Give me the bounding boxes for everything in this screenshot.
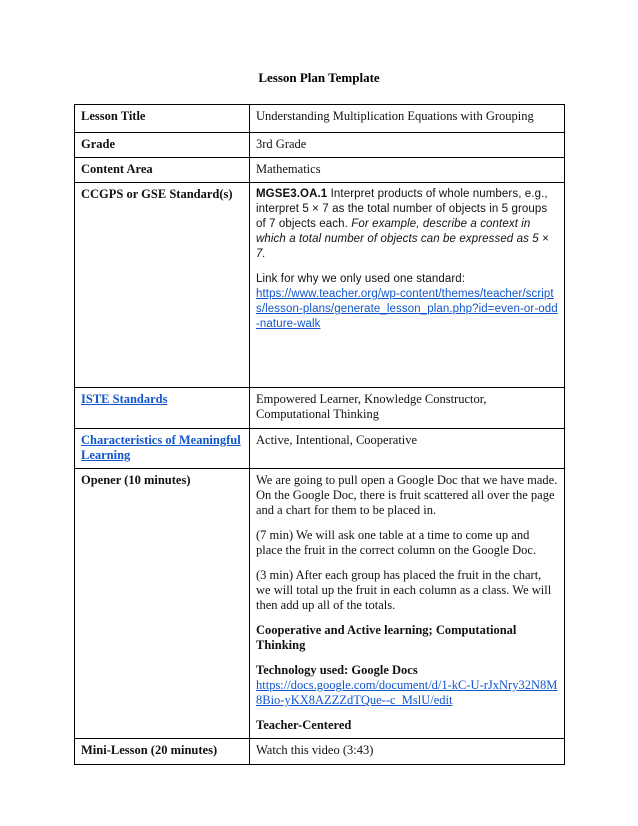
grade-label: Grade [75, 133, 250, 158]
standard-example: For example, describe a context in which a total number of objects can be expressed as 5 × 7. [256, 218, 549, 260]
lesson-plan-table [74, 104, 565, 765]
standard-description [256, 187, 558, 262]
characteristics-value: Active, Intentional, Cooperative [250, 429, 565, 469]
characteristics-label-cell [75, 429, 250, 469]
opener-paragraph-3: (3 min) After each group has placed the fruit in the chart, we will total up the fruit in each column as a class. We will then add up all of the totals. [256, 568, 552, 612]
table-row [75, 388, 565, 429]
opener-label: Opener (10 minutes) [75, 469, 250, 739]
opener-learning-type: Cooperative and Active learning; Computational Thinking [256, 623, 517, 652]
grade-value: 3rd Grade [250, 133, 565, 158]
content-area-label: Content Area [75, 158, 250, 183]
opener-centered: Teacher-Centered [256, 718, 352, 732]
iste-label-cell [75, 388, 250, 429]
mini-lesson-value: Watch this video (3:43) [250, 739, 565, 765]
standards-label: CCGPS or GSE Standard(s) [75, 183, 250, 388]
standards-value [250, 183, 565, 388]
google-doc-link[interactable]: https://docs.google.com/document/d/1-kC-U-rJxNry32N8M8Bio-yKX8AZZZdTQue--c_MslU/edit [256, 678, 558, 707]
opener-technology [256, 663, 558, 708]
standard-link[interactable]: https://www.teacher.org/wp-content/themes/teacher/scripts/lesson-plans/generate_lesson_plan.php?id=even-or-odd-nature-walk [256, 288, 558, 330]
opener-value [250, 469, 565, 739]
opener-paragraph-1: We are going to pull open a Google Doc that we have made. On the Google Doc, there is fruit scattered all over the page and a chart for them to be placed in. [256, 473, 558, 517]
iste-value: Empowered Learner, Knowledge Constructor, Computational Thinking [250, 388, 565, 429]
table-row [75, 183, 565, 388]
characteristics-link[interactable]: Characteristics of Meaningful Learning [81, 433, 241, 462]
content-area-value: Mathematics [250, 158, 565, 183]
standard-text: Interpret products of whole numbers, e.g., interpret 5 × 7 as the total number of objects in 5 groups of 7 objects each. [256, 188, 548, 230]
opener-technology-label: Technology used: Google Docs [256, 663, 418, 677]
table-row [75, 133, 565, 158]
standard-code: MGSE3.OA.1 [256, 188, 328, 200]
lesson-title-value: Understanding Multiplication Equations with Grouping [250, 105, 565, 133]
table-row [75, 105, 565, 133]
table-row [75, 469, 565, 739]
table-row [75, 158, 565, 183]
table-row [75, 739, 565, 765]
iste-standards-link[interactable]: ISTE Standards [81, 392, 168, 406]
opener-paragraph-2: (7 min) We will ask one table at a time to come up and place the fruit in the correct column on the Google Doc. [256, 528, 537, 557]
standard-link-intro: Link for why we only used one standard: [256, 273, 466, 285]
table-row [75, 429, 565, 469]
lesson-title-label: Lesson Title [75, 105, 250, 133]
mini-lesson-label: Mini-Lesson (20 minutes) [75, 739, 250, 765]
page-title: Lesson Plan Template [258, 70, 380, 85]
